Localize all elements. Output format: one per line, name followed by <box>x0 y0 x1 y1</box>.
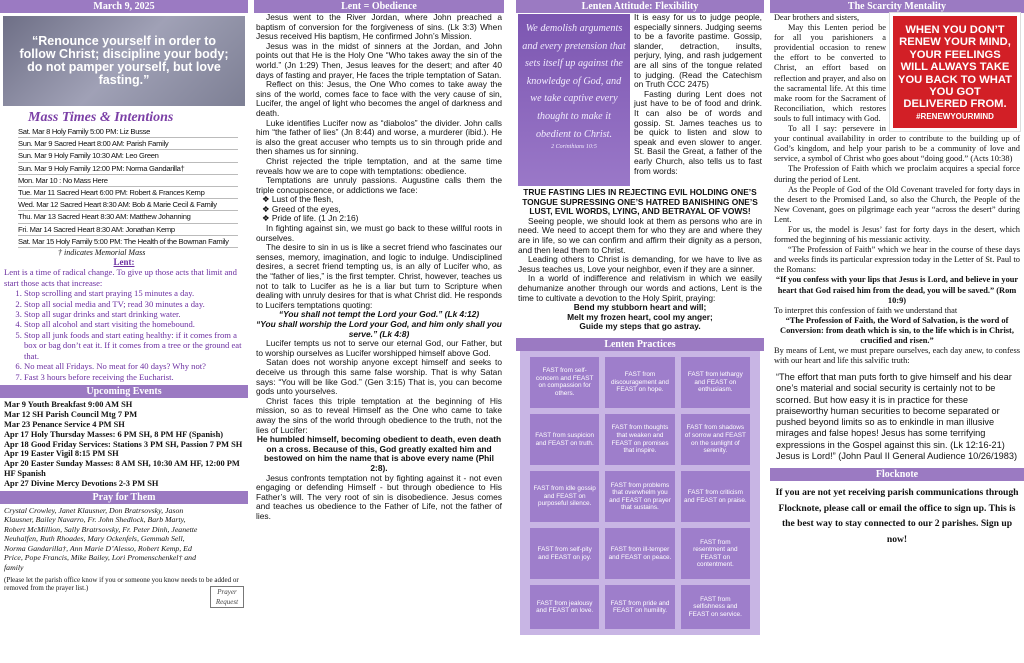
event-item: Apr 19 Easter Vigil 8:15 PM SH <box>4 449 119 459</box>
column-1 <box>0 0 248 663</box>
article-paragraph: Jesus was in the midst of sinners at the Jordan, and John points out that He is the Holy One “Who takes away the sin of the world.” (Jn 1:29) Then, Jesus leaves for the desert; and after 40 days of fasting and prayer, He faces the triple temptation of Satan. <box>256 40 502 80</box>
mass-row: Thu. Mar 13 Sacred Heart 8:30 AM: Matthew Johanning <box>18 211 238 223</box>
practices-grid <box>520 351 760 635</box>
flexibility-article <box>516 13 764 332</box>
mass-row: Sun. Mar 9 Holy Family 12:00 PM: Norma Gandarilla† <box>18 163 238 175</box>
article-paragraph: Lucifer tempts us not to serve our eternal God, our Father, but to worship ourselves as Lucifer worshipped himself above God. <box>256 338 502 358</box>
image-reference: 2 Corinthians 10:5 <box>551 144 597 151</box>
flexibility-header: Lenten Attitude: Flexibility <box>516 0 764 13</box>
practice-tile: FAST from ill-temper and FEAST on peace. <box>605 528 674 579</box>
flocknote-header: Flocknote <box>770 468 1024 481</box>
practices-header: Lenten Practices <box>516 338 764 351</box>
lent-intro: Lent is a time of radical change. To give up those acts that limit and start those acts that increase: <box>4 267 237 288</box>
practice-tile: FAST from self-pity and FEAST on joy. <box>530 528 599 579</box>
article-paragraph: For us, the model is Jesus’ fast for forty days in the desert, which formed the beginning of his messianic activity. <box>774 224 1020 245</box>
scarcity-header: The Scarcity Mentality <box>770 0 1024 13</box>
mass-row: Sat. Mar 8 Holy Family 5:00 PM: Liz Busse <box>18 126 238 138</box>
scarcity-article <box>770 13 1024 366</box>
lent-item: 7. Fast 3 hours before receiving the Eucharist. <box>24 372 244 382</box>
mass-list <box>18 126 248 248</box>
article-paragraph: Seeing people, we should look at them as persons who are in need. We need to accept them for who they are and where they are in life, so we can confirm and affirm their dignity as a person, and then lead them to Christ. <box>518 215 762 255</box>
list-item: ❖ Lust of the flesh, <box>262 194 334 205</box>
renounce-banner <box>3 16 245 106</box>
event-item: Mar 9 Youth Breakfast 9:00 AM SH <box>4 399 133 409</box>
article-paragraph: Temptations are unruly passions. Augustine calls them the triple concupiscence, or addictions we face: <box>256 175 502 195</box>
article-paragraph: Christ faces this triple temptation at the beginning of His mission, so as to reveal Himself as the One who came to take away the sins of the world through obedience to the truth, not the lies of Lucifer: <box>256 395 502 435</box>
article-paragraph: Jesus went to the River Jordan, where John preached a baptism of conversion for the forgiveness of sins. (Lk 3:3) When Jesus received His baptism, He confirmed John’s Mission. <box>256 12 502 42</box>
mass-row: Mon. Mar 10 : No Mass Here <box>18 175 238 187</box>
practice-tile: FAST from suspicion and FEAST on truth. <box>530 414 599 465</box>
philippians-quote: He humbled himself, becoming obedient to death, even death on a cross. Because of this, God greatly exalted him and bestowed on him the name that is above every name (Phil 2:8). <box>256 434 502 473</box>
list-item: ❖ Pride of life. (1 Jn 2:16) <box>262 213 359 224</box>
practice-tile: FAST from problems that overwhelm you and FEAST on prayer that sustains. <box>605 471 674 522</box>
article-paragraph: Jesus confronts temptation not by fighting against it - not even engaging or defending Himself - but through obedience to His Father’s will. The very root of sin is disobedience. Jesus comes and teaches us obedience to the Father of Life, not the father of lies. <box>256 472 502 521</box>
renew-your-mind-image <box>890 13 1020 131</box>
mass-row: Sun. Mar 9 Holy Family 10:30 AM: Leo Green <box>18 150 238 162</box>
practice-tile: FAST from criticism and FEAST on praise. <box>681 471 750 522</box>
profession-quote: “The Profession of Faith, the Word of Salvation, is the word of Conversion: from death which is sin, to the life which is in Christ, crucified and risen.” <box>780 315 1014 345</box>
article-paragraph: In fighting against sin, we must go back to these willful roots in ourselves. <box>256 223 502 243</box>
column-2 <box>254 0 504 663</box>
image-quote: We demolish arguments and every pretension that sets itself up against the knowledge of God, and we take captive every thought to make it obedient to Christ. <box>522 23 626 140</box>
article-paragraph: Christ rejected the triple temptation, and at the same time reveals how we are to cope with temptations: obedience. <box>256 155 502 176</box>
events-list <box>0 398 248 491</box>
event-item: Mar 12 SH Parish Council Mtg 7 PM <box>4 409 138 419</box>
article-paragraph: Luke identifies Lucifer now as “diabolos” the divider. John calls him “the father of lies” (Jn 8:44) and worse, a murderer (ibid.). He is also the great accuser who tempts us to sin through pride and then shames us for sinning. <box>256 117 502 157</box>
prayer-request-logo: Prayer Request <box>210 586 244 608</box>
image-hashtag: #RENEWYOURMIND <box>916 111 994 121</box>
event-item: Apr 18 Good Friday Services: Stations 3 PM SH, Passion 7 PM SH <box>4 439 243 449</box>
scripture-quote: “You shall not tempt the Lord your God.” (Lk 4:12) <box>278 309 480 320</box>
banner-quote: “Renounce yourself in order to follow Christ; discipline your body; do not pamper yourself, but love fasting.” <box>19 34 229 87</box>
article-paragraph: Satan does not worship anyone except himself and seeks to deceive us through this same false worship. That is why Satan says: “You will be like God.” (Gen 3:15) That is, you can become gods unto yourselves. <box>256 357 502 397</box>
article-paragraph: The desire to sin in us is like a secret friend who fascinates our senses, memory, imagination, and logic to indulge. Undisciplined desires, a secret friend tempting us, is an ally of Lucifer who, as the “father of lies,” is the first tempter. Christ, however, teaches us not to talk to Lucifer as he is a liar but turn to Scripture when dealing with unruly desires for that is what Christ did. He responds to Lucifers temptations quoting: <box>256 242 502 310</box>
memorial-note: † indicates Memorial Mass <box>58 248 146 258</box>
flocknote-text: If you are not yet receiving parish communications through Flocknote, please call or email the office to sign up. This is the best way to stay connected to our 2 parishes. Sign up now! <box>775 486 1019 545</box>
article-paragraph: Reflect on this: Jesus, the One Who comes to take away the sins of the world, comes face to face with the very cause of sin, Lucifer, the angel of light who becomes the angel of darkness and death. <box>256 79 502 118</box>
audience-quote: “The effort that man puts forth to give himself and his dear one’s material and social security is certainly not to be scorned. But how easy it is in practice for these praiseworthy human securities to become separated or pushed beyond limits so as to enkindle in man illusive mirages and false hopes! Jesus has some terrifying expressions in the Gospel against this sin. (Lk 12:16-21) Jesus is Lord!” (John Paul II General Audience 10/26/1983) <box>776 372 1018 461</box>
article-paragraph: Leading others to Christ is demanding, for we have to live as Jesus teaches us, Love your neighbor, even if they are a sinner. <box>518 254 762 274</box>
concupiscence-list <box>256 195 502 224</box>
basil-caps: TRUE FASTING LIES IN REJECTING EVIL HOLDING ONE’S TONGUE SUPRESSING ONE’S HATRED BANISHING ONE’S LUST, EVIL WORDS, LYING, AND BETRAYAL OF VOWS! <box>522 187 758 217</box>
event-item: Mar 23 Penance Service 4 PM SH <box>4 419 125 429</box>
lent-section <box>0 257 248 382</box>
article-paragraph: May this Lenten period be for all you parishioners a providential occasion to renew the effort to be converted to Christ, an effort based on reflection and prayer, and also on the sacramental life. At this time make room for the Sacrament of Reconciliation, which restores souls to full intimacy with God. <box>774 23 886 123</box>
obedience-article <box>254 13 504 521</box>
practice-tile: FAST from shadows of sorrow and FEAST on the sunlight of serenity. <box>681 414 750 465</box>
lent-item: 2. Stop all social media and TV; read 30 minutes a day. <box>24 299 244 309</box>
mass-row: Fri. Mar 14 Sacred Heart 8:30 AM: Jonathan Kemp <box>18 224 238 236</box>
interpret-line: To interpret this confession of faith we understand that <box>774 305 958 315</box>
obedience-header: Lent = Obedience <box>254 0 504 13</box>
pray-note: (Please let the parish office know if you or someone you know needs to be added or removed from the prayer list.) <box>4 575 239 592</box>
mass-row: Sun. Mar 9 Sacred Heart 8:00 AM: Parish Family <box>18 138 238 150</box>
pray-header: Pray for Them <box>0 491 248 504</box>
mass-row: Sat. Mar 15 Holy Family 5:00 PM: The Health of the Bowman Family <box>18 236 238 248</box>
holy-spirit-prayer <box>518 303 762 332</box>
list-item: ❖ Greed of the eyes, <box>262 203 341 214</box>
practice-tile: FAST from resentment and FEAST on contentment. <box>681 528 750 579</box>
lent-item: 1. Stop scrolling and start praying 15 minutes a day. <box>24 288 244 298</box>
article-paragraph: The Profession of Faith which we proclaim acquires a special force during the period of Lent. <box>774 164 1020 184</box>
column-3 <box>516 0 764 663</box>
events-header: Upcoming Events <box>0 385 248 398</box>
practice-tile: FAST from discouragement and FEAST on hope. <box>605 357 674 408</box>
event-item: Apr 27 Divine Mercy Devotions 2-3 PM SH <box>4 479 159 489</box>
lent-item: 6. No meat all Fridays. No meat for 40 days? Why not? <box>24 361 244 371</box>
event-item: Apr 20 Easter Sunday Masses: 8 AM SH, 10:30 AM HF, 12:00 PM HF Spanish <box>4 459 240 479</box>
practice-tile: FAST from self-concern and FEAST on compassion for others. <box>530 357 599 408</box>
prayer-line: Bend my stubborn heart and will; <box>573 302 707 313</box>
practice-tile: FAST from lethargy and FEAST on enthusiasm. <box>681 357 750 408</box>
prayer-line: Melt my frozen heart, cool my anger; <box>567 311 713 322</box>
mass-row: Tue. Mar 11 Sacred Heart 6:00 PM: Robert & Frances Kemp <box>18 187 238 199</box>
article-paragraph: Fasting during Lent does not just have to be of food and drink. It can also be of words and gossip. St. James teaches us to be quick to listen and slow to speak and even slower to anger. St. Basil the Great, a father of the early Church, also tells us to fast from words: <box>634 88 762 176</box>
means-line: By means of Lent, we must prepare ourselves, each day anew, to confess with our heart and life this salvific truth: <box>774 346 1020 366</box>
greeting: Dear brothers and sisters, <box>774 13 860 22</box>
lent-title: Lent: <box>113 257 135 268</box>
lent-list <box>4 288 244 382</box>
prayer-line: Guide my steps that go astray. <box>579 321 701 332</box>
romans-quote: “If you confess with your lips that Jesus is Lord, and believe in your heart that God raised him from the dead, you will be saved.” (Rom 10:9) <box>775 275 1019 305</box>
lent-item: 4. Stop all alcohol and start visiting the homebound. <box>24 319 244 329</box>
practice-tile: FAST from idle gossip and FEAST on purposeful silence. <box>530 471 599 522</box>
article-paragraph: It is easy for us to judge people, especially sinners. Judging seems to be a favorite pastime. Gossip, slander, detraction, insults, perjury, lying, and rash judgement are all sins of the tongue related to judging. (Read the Catechism on Truth CCC 2475) <box>634 12 762 90</box>
event-item: Apr 17 Holy Thursday Masses: 6 PM SH, 8 PM HF (Spanish) <box>4 429 224 439</box>
practice-tile: FAST from pride and FEAST on humility. <box>605 585 674 629</box>
column-4 <box>770 0 1024 663</box>
scripture-quote: “You shall worship the Lord your God, and him only shall you serve.” (Lk 4:8) <box>256 319 502 339</box>
corinthians-image <box>518 14 630 186</box>
mass-row: Wed. Mar 12 Sacred Heart 8:30 AM: Bob & Marie Cecil & Family <box>18 199 238 211</box>
practice-tile: FAST from selfishness and FEAST on service. <box>681 585 750 629</box>
date-header: March 9, 2025 <box>0 0 248 13</box>
image-quote: WHEN YOU DON’T RENEW YOUR MIND, YOUR FEELINGS WILL ALWAYS TAKE YOU BACK TO WHAT YOU GOT DELIVERED FROM. <box>898 24 1012 111</box>
article-paragraph: To all I say: persevere in your continual availability in order to contribute to the building up of God’s kingdom, and help your parish to be a community of love and service, a symbol of Christ who goes about “doing good.” (Acts 10:38) <box>774 124 1020 164</box>
practice-tile: FAST from jealousy and FEAST on love. <box>530 585 599 629</box>
article-paragraph: As the People of God of the Old Covenant traveled for forty days in the desert to the Promised Land, so also the Church, the People of the New Covenant, goes on pilgrimage each year “across the desert” during Lent. <box>774 184 1020 224</box>
practice-tile: FAST from thoughts that weaken and FEAST on promises that inspire. <box>605 414 674 465</box>
article-paragraph: “The Profession of Faith” which we hear in the course of these days and weeks finds its particular expression today in the Letter of St. Paul to the Romans: <box>774 245 1020 275</box>
lent-item: 3. Stop all sugar drinks and start drinking water. <box>24 309 244 319</box>
mass-times-title: Mass Times & Intentions <box>28 110 174 125</box>
lent-item: 5. Stop all junk foods and start eating healthy: if it comes from a box or bag don’t eat it. If it comes from a tree or the ground eat that. <box>24 330 244 361</box>
article-paragraph: In a world of indifference and relativism in which we easily dehumanize another through our words and actions, Lent is the time to cultivate a devotion to the Holy Spirit, praying: <box>518 273 762 303</box>
pray-names: Crystal Crowley, Janet Klausner, Don Bratrsovsky, Jason Klausner, Bailey Navarro, Fr. John Shedlock, Barb Marty, Robert McMillion, Sally Bratrsovsky, Fr. Peter Dinh, Jeanette Neuhalfen, Ruth Rhoades, Mary Ockenfels, Gemmah Sell, Norma Gandarilla†, Ann Marie D’Alesso, Robert Kemp, Ed Price, Pope Francis, Mike Bailey, Lori Promenschenkel† and family <box>4 506 198 572</box>
